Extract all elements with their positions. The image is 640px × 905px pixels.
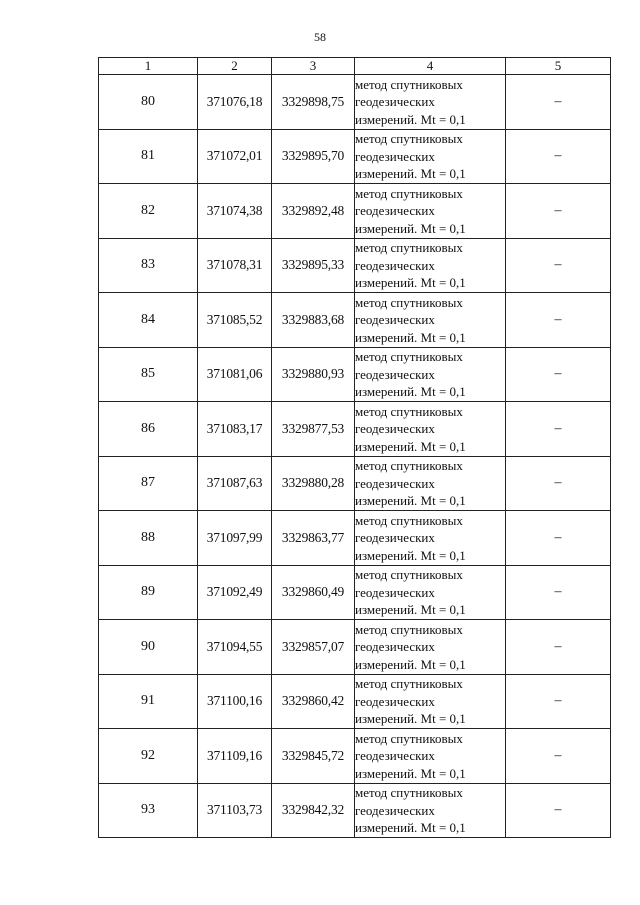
point-number-cell: 89	[99, 565, 198, 620]
point-number-cell: 91	[99, 674, 198, 729]
y-coordinate-cell: 3329898,75	[272, 75, 355, 130]
table-row	[99, 783, 611, 838]
point-number-cell: 87	[99, 456, 198, 511]
note-cell: –	[506, 620, 611, 675]
point-number-cell: 80	[99, 75, 198, 130]
table-row	[99, 674, 611, 729]
x-coordinate-cell: 371109,16	[198, 729, 272, 784]
table-row	[99, 75, 611, 130]
table-header-row	[99, 58, 611, 75]
table-row	[99, 238, 611, 293]
note-cell: –	[506, 674, 611, 729]
note-cell: –	[506, 729, 611, 784]
y-coordinate-cell: 3329857,07	[272, 620, 355, 675]
note-cell: –	[506, 129, 611, 184]
note-cell: –	[506, 402, 611, 457]
point-number-cell: 86	[99, 402, 198, 457]
y-coordinate-cell: 3329880,28	[272, 456, 355, 511]
y-coordinate-cell: 3329895,33	[272, 238, 355, 293]
note-cell: –	[506, 565, 611, 620]
x-coordinate-cell: 371103,73	[198, 783, 272, 838]
page-number: 58	[314, 30, 326, 44]
y-coordinate-cell: 3329880,93	[272, 347, 355, 402]
y-coordinate-cell: 3329895,70	[272, 129, 355, 184]
column-header-2: 2	[198, 58, 272, 75]
x-coordinate-cell: 371081,06	[198, 347, 272, 402]
point-number-cell: 81	[99, 129, 198, 184]
method-cell: метод спутниковых геодезических измерений. Mt = 0,1	[355, 456, 506, 511]
method-cell: метод спутниковых геодезических измерений. Mt = 0,1	[355, 75, 506, 130]
point-number-cell: 88	[99, 511, 198, 566]
x-coordinate-cell: 371094,55	[198, 620, 272, 675]
point-number-cell: 85	[99, 347, 198, 402]
x-coordinate-cell: 371078,31	[198, 238, 272, 293]
note-cell: –	[506, 75, 611, 130]
column-header-5: 5	[506, 58, 611, 75]
method-cell: метод спутниковых геодезических измерений. Mt = 0,1	[355, 184, 506, 239]
point-number-cell: 84	[99, 293, 198, 348]
y-coordinate-cell: 3329883,68	[272, 293, 355, 348]
point-number-cell: 82	[99, 184, 198, 239]
note-cell: –	[506, 456, 611, 511]
note-cell: –	[506, 238, 611, 293]
method-cell: метод спутниковых геодезических измерений. Mt = 0,1	[355, 347, 506, 402]
method-cell: метод спутниковых геодезических измерений. Mt = 0,1	[355, 729, 506, 784]
table-body	[99, 75, 611, 838]
method-cell: метод спутниковых геодезических измерений. Mt = 0,1	[355, 129, 506, 184]
point-number-cell: 90	[99, 620, 198, 675]
point-number-cell: 93	[99, 783, 198, 838]
table-row	[99, 402, 611, 457]
table-row	[99, 620, 611, 675]
method-cell: метод спутниковых геодезических измерений. Mt = 0,1	[355, 674, 506, 729]
method-cell: метод спутниковых геодезических измерений. Mt = 0,1	[355, 238, 506, 293]
method-cell: метод спутниковых геодезических измерений. Mt = 0,1	[355, 293, 506, 348]
x-coordinate-cell: 371100,16	[198, 674, 272, 729]
method-cell: метод спутниковых геодезических измерений. Mt = 0,1	[355, 620, 506, 675]
note-cell: –	[506, 783, 611, 838]
x-coordinate-cell: 371092,49	[198, 565, 272, 620]
note-cell: –	[506, 293, 611, 348]
method-cell: метод спутниковых геодезических измерений. Mt = 0,1	[355, 565, 506, 620]
note-cell: –	[506, 184, 611, 239]
note-cell: –	[506, 347, 611, 402]
table-row	[99, 293, 611, 348]
table-row	[99, 184, 611, 239]
method-cell: метод спутниковых геодезических измерений. Mt = 0,1	[355, 783, 506, 838]
y-coordinate-cell: 3329863,77	[272, 511, 355, 566]
method-cell: метод спутниковых геодезических измерений. Mt = 0,1	[355, 511, 506, 566]
table-row	[99, 456, 611, 511]
y-coordinate-cell: 3329845,72	[272, 729, 355, 784]
coordinates-table	[98, 57, 611, 838]
note-cell: –	[506, 511, 611, 566]
x-coordinate-cell: 371085,52	[198, 293, 272, 348]
x-coordinate-cell: 371087,63	[198, 456, 272, 511]
column-header-4: 4	[355, 58, 506, 75]
x-coordinate-cell: 371076,18	[198, 75, 272, 130]
x-coordinate-cell: 371097,99	[198, 511, 272, 566]
method-cell: метод спутниковых геодезических измерений. Mt = 0,1	[355, 402, 506, 457]
y-coordinate-cell: 3329860,49	[272, 565, 355, 620]
table-row	[99, 511, 611, 566]
y-coordinate-cell: 3329877,53	[272, 402, 355, 457]
table-row	[99, 729, 611, 784]
y-coordinate-cell: 3329842,32	[272, 783, 355, 838]
table-row	[99, 347, 611, 402]
column-header-1: 1	[99, 58, 198, 75]
x-coordinate-cell: 371072,01	[198, 129, 272, 184]
point-number-cell: 92	[99, 729, 198, 784]
point-number-cell: 83	[99, 238, 198, 293]
table-row	[99, 129, 611, 184]
y-coordinate-cell: 3329892,48	[272, 184, 355, 239]
column-header-3: 3	[272, 58, 355, 75]
table-row	[99, 565, 611, 620]
x-coordinate-cell: 371083,17	[198, 402, 272, 457]
y-coordinate-cell: 3329860,42	[272, 674, 355, 729]
x-coordinate-cell: 371074,38	[198, 184, 272, 239]
